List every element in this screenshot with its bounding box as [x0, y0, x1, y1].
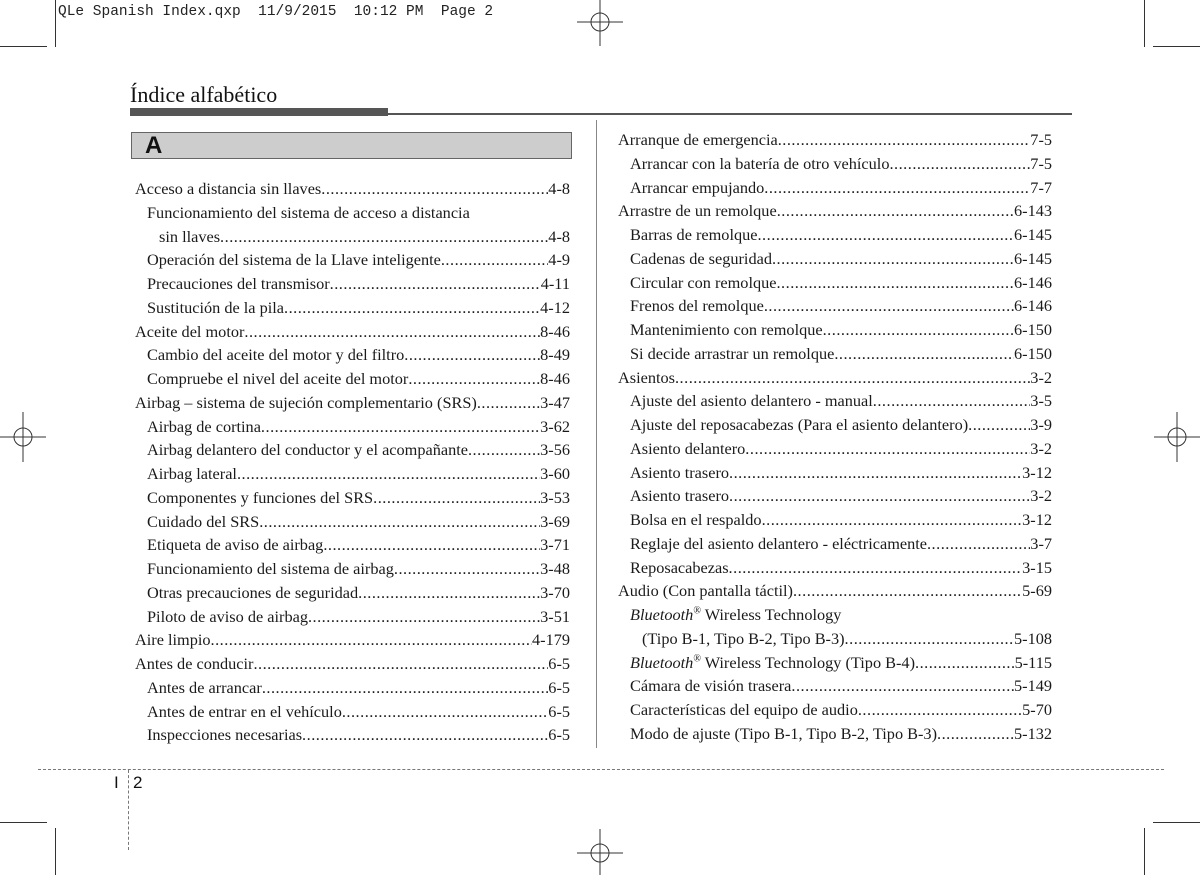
dot-leader — [441, 248, 548, 272]
dot-leader — [308, 605, 540, 629]
dot-leader — [757, 223, 1014, 247]
index-entry-page: 7-5 — [1030, 153, 1052, 173]
index-entry-text: Funcionamiento del sistema de acceso a distancia — [147, 202, 470, 222]
index-entry — [618, 199, 1052, 223]
dot-leader — [321, 177, 548, 201]
index-entry-page: 3-71 — [540, 535, 570, 555]
index-entry-page: 3-15 — [1022, 557, 1052, 577]
index-entry — [618, 176, 1052, 200]
index-entry — [135, 248, 570, 272]
dot-leader — [284, 296, 540, 320]
index-entry — [135, 343, 570, 367]
dot-leader — [729, 556, 1023, 580]
dot-leader — [237, 462, 540, 486]
index-entry — [135, 438, 570, 462]
dot-leader — [777, 199, 1014, 223]
dot-leader — [834, 342, 1014, 366]
registration-mark-icon — [575, 829, 625, 875]
index-entry-text: Cambio del aceite del motor y del filtro — [147, 345, 405, 365]
index-entry-page: 7-7 — [1030, 177, 1052, 197]
dot-leader — [468, 438, 540, 462]
dot-leader — [776, 271, 1014, 295]
dot-leader — [791, 674, 1014, 698]
index-entry-page: 6-143 — [1014, 201, 1052, 221]
index-entry-text: Antes de arrancar — [147, 677, 262, 697]
index-entry — [618, 366, 1052, 390]
index-entry-text: Si decide arrastrar un remolque — [630, 343, 835, 363]
index-entry — [618, 508, 1052, 532]
dot-leader — [253, 652, 548, 676]
crop-mark — [0, 822, 47, 823]
index-entry-page: 7-5 — [1030, 130, 1052, 149]
index-entry-text: Sustitución de la pila — [147, 297, 285, 317]
index-entry-text: Frenos del remolque — [630, 296, 764, 316]
index-entry-page: 6-145 — [1014, 225, 1052, 244]
letter-heading — [131, 132, 572, 159]
index-entry-page: 8-49 — [540, 345, 570, 365]
dot-leader — [675, 366, 1030, 390]
dot-leader — [470, 201, 570, 225]
index-entry — [618, 579, 1052, 603]
index-entry — [618, 484, 1052, 508]
index-entry-page: 4-8 — [548, 226, 570, 246]
index-entry-page: 3-12 — [1022, 462, 1052, 482]
index-entry-page: 5-108 — [1014, 628, 1052, 648]
index-entry-label: Wireless Technology (Tipo B-4) — [700, 652, 915, 672]
dot-leader — [342, 700, 548, 724]
index-entry-page: 3-12 — [1022, 510, 1052, 529]
index-entry-page: 5-115 — [1014, 652, 1052, 672]
index-entry-page: 8-46 — [540, 369, 570, 388]
index-entry — [135, 320, 570, 344]
index-entry-text: Arrancar empujando — [630, 177, 765, 197]
index-entry — [135, 700, 570, 724]
index-entry — [135, 510, 570, 534]
index-entry — [135, 557, 570, 581]
index-entry — [618, 532, 1052, 556]
index-entry-page: 3-9 — [1030, 415, 1052, 434]
index-entry-page: 3-53 — [540, 487, 570, 507]
index-entry — [135, 367, 570, 391]
dot-leader — [793, 579, 1022, 603]
index-entry-text: Inspecciones necesarias — [147, 725, 303, 745]
index-entry-page: 6-145 — [1014, 248, 1052, 268]
index-entry-page: 3-56 — [540, 440, 570, 460]
index-entry-text: Modo de ajuste (Tipo B-1, Tipo B-2, Tipo B-3) — [630, 723, 937, 743]
section-title: Índice alfabético — [130, 82, 278, 107]
index-entry-text: Airbag de cortina — [147, 416, 261, 436]
index-column-right — [618, 128, 1052, 746]
index-entry-text: Barras de remolque — [630, 225, 758, 244]
index-entry-page: 4-8 — [548, 179, 570, 198]
index-entry — [618, 627, 1052, 651]
dot-leader — [745, 437, 1030, 461]
crop-mark — [1144, 828, 1145, 875]
index-entry-page: 6-5 — [548, 701, 570, 721]
index-entry-brand: Bluetooth — [630, 605, 694, 624]
index-entry-page: 3-2 — [1030, 438, 1052, 458]
dot-leader — [244, 320, 540, 344]
index-entry-text: Precauciones del transmisor — [147, 274, 330, 293]
index-entry — [135, 415, 570, 439]
registration-mark-icon — [575, 0, 625, 46]
dot-leader — [302, 723, 548, 747]
index-entry — [135, 652, 570, 676]
index-entry — [618, 271, 1052, 295]
index-entry-text: Arrastre de un remolque — [618, 201, 777, 221]
index-entry-text: Otras precauciones de seguridad — [147, 582, 359, 602]
index-entry-page: 6-150 — [1014, 343, 1052, 363]
index-entry-text: Compruebe el nivel del aceite del motor — [147, 369, 409, 388]
dot-leader — [764, 294, 1014, 318]
crop-mark — [1153, 822, 1200, 823]
dot-leader — [762, 508, 1023, 532]
index-entry — [135, 225, 570, 249]
dot-leader — [937, 722, 1014, 746]
index-entry — [618, 128, 1052, 152]
dot-leader — [841, 603, 1052, 627]
index-entry-page: 6-5 — [548, 654, 570, 673]
dot-leader — [873, 389, 1031, 413]
index-entry-text: Reglaje del asiento delantero - eléctricamente — [630, 533, 927, 553]
dot-leader — [330, 272, 541, 296]
index-entry — [135, 628, 570, 652]
file-slug: QLe Spanish Index.qxp 11/9/2015 10:12 PM Page 2 — [58, 4, 494, 20]
index-entry-page: 4-9 — [548, 250, 570, 270]
crop-mark — [55, 0, 56, 47]
registered-mark: ® — [693, 653, 701, 665]
index-entry-page: 3-5 — [1030, 391, 1052, 411]
index-entry-text: Etiqueta de aviso de airbag — [147, 535, 324, 555]
index-entry — [135, 533, 570, 557]
index-entry-page: 5-69 — [1022, 581, 1052, 601]
index-entry — [618, 674, 1052, 698]
crop-mark — [1144, 0, 1145, 47]
index-entry-text: Mantenimiento con remolque — [630, 320, 823, 339]
index-entry-text: Circular con remolque — [630, 272, 777, 292]
index-entry-page: 3-70 — [540, 582, 570, 602]
index-entry — [135, 272, 570, 296]
index-entry-page: 4-179 — [532, 630, 570, 650]
index-entry-page: 6-5 — [548, 725, 570, 745]
index-entry — [618, 342, 1052, 366]
index-entry-page: 6-150 — [1014, 320, 1052, 339]
index-entry-page: 6-5 — [548, 677, 570, 697]
index-entry — [618, 461, 1052, 485]
index-entry — [618, 556, 1052, 580]
index-entry-page: 3-47 — [540, 392, 570, 412]
index-column-left — [135, 177, 570, 747]
index-entry-text: Ajuste del reposacabezas (Para el asiento delantero) — [630, 415, 969, 434]
index-entry — [618, 413, 1052, 437]
dot-leader — [373, 486, 540, 510]
index-entry-text: Cadenas de seguridad — [630, 248, 772, 268]
index-entry-text: Airbag delantero del conductor y el acompañante — [147, 440, 468, 460]
dot-leader — [889, 152, 1030, 176]
title-bar — [130, 108, 388, 116]
footer-divider — [128, 770, 129, 850]
dot-leader — [262, 676, 548, 700]
dot-leader — [772, 247, 1014, 271]
crop-mark — [0, 46, 47, 47]
index-entry-text: Audio (Con pantalla táctil) — [618, 581, 793, 601]
index-entry-text: Aceite del motor — [135, 321, 245, 341]
letter-heading-label: A — [145, 132, 163, 159]
index-entry-page: 5-149 — [1014, 676, 1052, 696]
index-entry — [135, 486, 570, 510]
index-entry-text — [630, 651, 915, 675]
index-entry — [618, 223, 1052, 247]
dot-leader — [259, 510, 540, 534]
index-entry-text: Piloto de aviso de airbag — [147, 606, 308, 626]
index-entry-page: 3-62 — [540, 416, 570, 436]
index-entry-text: Componentes y funciones del SRS — [147, 487, 374, 507]
index-entry-page: 3-7 — [1030, 533, 1052, 553]
index-entry-page: 3-2 — [1030, 486, 1052, 506]
index-entry-text: Airbag lateral — [147, 464, 237, 483]
dot-leader — [261, 415, 540, 439]
index-entry-page: 5-70 — [1022, 700, 1052, 719]
index-entry-page: 3-60 — [540, 464, 570, 483]
index-entry-text: Arranque de emergencia — [618, 130, 778, 149]
index-entry-text: Características del equipo de audio — [630, 700, 858, 719]
index-entry — [135, 581, 570, 605]
index-entry-text: Aire limpio — [135, 630, 211, 650]
index-entry-text: Airbag – sistema de sujeción complementario (SRS) — [135, 392, 477, 412]
index-entry-text — [630, 603, 841, 627]
index-entry-text: Cuidado del SRS — [147, 511, 260, 531]
registration-mark-icon — [1154, 412, 1200, 462]
index-entry — [618, 698, 1052, 722]
index-entry-text: Bolsa en el respaldo — [630, 510, 762, 529]
index-entry-text: Funcionamiento del sistema de airbag — [147, 559, 394, 578]
index-entry — [135, 296, 570, 320]
index-entry-page: 5-132 — [1014, 723, 1052, 743]
index-entry — [135, 391, 570, 415]
dot-leader — [404, 343, 540, 367]
index-entry-text: Arrancar con la batería de otro vehículo — [630, 153, 890, 173]
index-entry-text: Antes de conducir — [135, 654, 254, 673]
index-entry — [135, 723, 570, 747]
index-entry-page: 4-12 — [540, 297, 570, 317]
index-entry — [618, 294, 1052, 318]
registered-mark: ® — [693, 605, 701, 617]
index-entry — [135, 462, 570, 486]
dot-leader — [211, 628, 533, 652]
index-entry-text: Reposacabezas — [630, 557, 729, 577]
index-entry — [618, 247, 1052, 271]
index-entry-page: 6-146 — [1014, 272, 1052, 292]
index-entry-text: Asiento delantero — [630, 438, 746, 458]
dot-leader — [858, 698, 1022, 722]
registration-mark-icon — [0, 412, 46, 462]
dot-leader — [845, 627, 1014, 651]
footer-rule — [38, 769, 1164, 770]
index-entry-text: Cámara de visión trasera — [630, 676, 792, 696]
crop-mark — [55, 828, 56, 875]
index-entry-text: Ajuste del asiento delantero - manual — [630, 391, 873, 411]
dot-leader — [729, 484, 1030, 508]
index-entry-text: sin llaves — [159, 226, 221, 246]
index-entry-text: (Tipo B-1, Tipo B-2, Tipo B-3) — [642, 628, 845, 648]
dot-leader — [764, 176, 1030, 200]
index-entry — [618, 722, 1052, 746]
column-divider — [596, 120, 597, 748]
index-entry-text: Asiento trasero — [630, 462, 730, 482]
index-entry-label: Wireless Technology — [700, 605, 842, 624]
page-prefix: I — [114, 773, 119, 792]
dot-leader — [927, 532, 1030, 556]
index-entry — [135, 201, 570, 225]
index-entry-text: Acceso a distancia sin llaves — [135, 179, 322, 198]
index-entry-page: 3-51 — [540, 606, 570, 626]
index-entry — [618, 437, 1052, 461]
dot-leader — [915, 651, 1015, 675]
crop-mark — [1153, 46, 1200, 47]
dot-leader — [394, 557, 540, 581]
index-entry — [618, 152, 1052, 176]
dot-leader — [968, 413, 1030, 437]
index-entry-text: Operación del sistema de la Llave inteligente — [147, 250, 441, 270]
index-entry-text: Asiento trasero — [630, 486, 730, 506]
index-entry-page: 3-48 — [540, 559, 570, 578]
dot-leader — [358, 581, 540, 605]
index-entry — [135, 605, 570, 629]
index-entry — [618, 318, 1052, 342]
index-entry — [618, 603, 1052, 627]
index-entry — [135, 177, 570, 201]
index-entry-page: 4-11 — [540, 274, 570, 293]
dot-leader — [477, 391, 540, 415]
index-entry-text: Asientos — [618, 367, 675, 387]
index-entry-page: 8-46 — [540, 321, 570, 341]
dot-leader — [408, 367, 540, 391]
dot-leader — [823, 318, 1014, 342]
index-entry-text: Antes de entrar en el vehículo — [147, 701, 342, 721]
dot-leader — [323, 533, 540, 557]
index-entry-brand: Bluetooth — [630, 652, 694, 672]
index-entry-page: 3-69 — [540, 511, 570, 531]
dot-leader — [778, 128, 1031, 152]
index-entry — [618, 651, 1052, 675]
index-entry-page: 3-2 — [1030, 367, 1052, 387]
index-entry-page: 6-146 — [1014, 296, 1052, 316]
index-entry — [618, 389, 1052, 413]
page-number: 2 — [133, 773, 143, 792]
index-entry — [135, 676, 570, 700]
dot-leader — [220, 225, 548, 249]
dot-leader — [729, 461, 1022, 485]
